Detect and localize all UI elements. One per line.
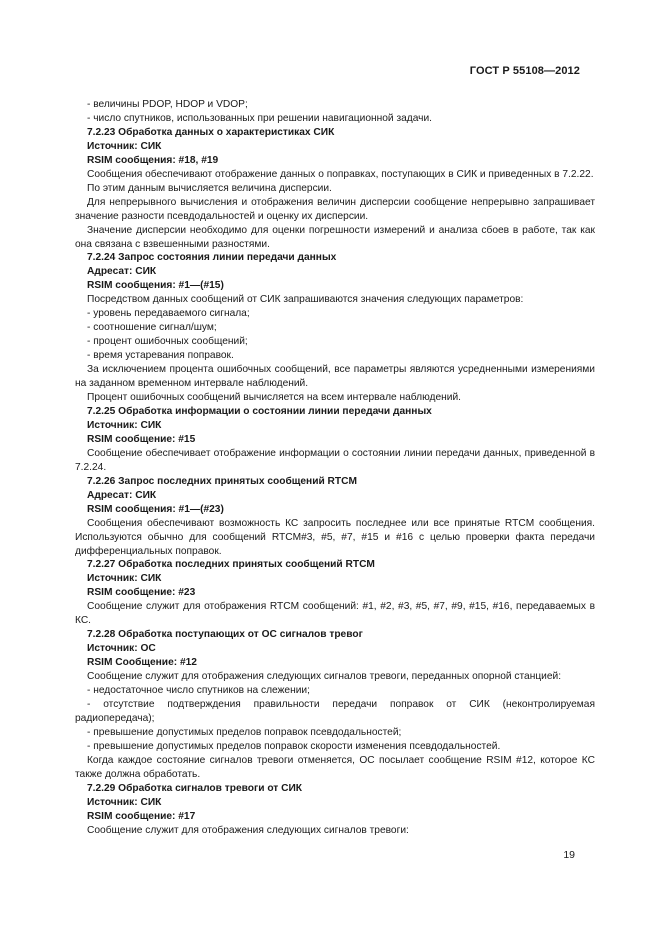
section-line: Источник: СИК [87, 796, 162, 808]
section-line: 7.2.24 Запрос состояния линии передачи данных [87, 252, 337, 264]
body-line: Сообщение служит для отображения следующих сигналов тревоги, переданных опорной станцией: [87, 671, 562, 683]
body-line: Сообщение служит для отображения RTCM сообщений: #1, #2, #3, #5, #7, #9, #15, #16, передаваемых в КС. [75, 601, 595, 627]
section-line: RSIM сообщения: #18, #19 [87, 154, 219, 166]
body-line: - недостаточное число спутников на слежении; [87, 685, 310, 697]
body-line: - время устаревания поправок. [87, 350, 234, 362]
body-line: - отсутствие подтверждения правильности передачи поправок от СИК (неконтролируемая радиопередача); [75, 698, 595, 724]
section-line: 7.2.29 Обработка сигналов тревоги от СИК [87, 782, 303, 794]
body-line: Процент ошибочных сообщений вычисляется на всем интервале наблюдений. [87, 392, 461, 404]
body-line: - уровень передаваемого сигнала; [87, 308, 250, 320]
section-line: RSIM сообщение: #23 [87, 587, 196, 599]
section-line: 7.2.25 Обработка информации о состоянии линии передачи данных [87, 405, 432, 417]
body-line: - соотношение сигнал/шум; [87, 322, 217, 334]
body-line: - число спутников, использованных при решении навигационной задачи. [87, 112, 432, 124]
document-body [75, 98, 595, 838]
body-line: - величины PDOP, HDOP и VDOP; [87, 99, 248, 110]
body-line: Сообщения обеспечивают возможность КС запросить последнее или все принятые RTCM сообщения. Используются обычно для сообщений RTCM#3, #5, #7, #15 и #16 с целью проверки факта передачи дифференциальных поправок. [75, 517, 595, 557]
section-line: Источник: СИК [87, 573, 162, 585]
section-line: Источник: ОС [87, 643, 156, 655]
body-line: Сообщение служит для отображения следующих сигналов тревоги: [87, 824, 409, 836]
body-line: Для непрерывного вычисления и отображения величин дисперсии сообщение непрерывно запрашивает значение разности псевдодальностей и оценку их дисперсии. [75, 196, 595, 222]
section-line: 7.2.23 Обработка данных о характеристиках СИК [87, 126, 335, 138]
body-line: Значение дисперсии необходимо для оценки погрешности измерений и анализа сбоев в работе, так как она связана с взвешенными разностями. [75, 224, 595, 250]
body-line: - процент ошибочных сообщений; [87, 336, 248, 348]
body-line: Когда каждое состояние сигналов тревоги отменяется, ОС посылает сообщение RSIM #12, которое КС также должна обработать. [75, 754, 595, 780]
body-line: За исключением процента ошибочных сообщений, все параметры являются усредненными измерениями на заданном временном интервале наблюдений. [75, 364, 595, 390]
section-line: RSIM сообщения: #1—(#15) [87, 280, 224, 292]
body-line: По этим данным вычисляется величина дисперсии. [87, 182, 332, 194]
section-line: RSIM сообщение: #17 [87, 810, 196, 822]
section-line: RSIM сообщения: #1—(#23) [87, 503, 224, 515]
page-number: 19 [563, 849, 575, 861]
section-line: 7.2.26 Запрос последних принятых сообщений RTCM [87, 475, 357, 487]
body-line: Сообщение обеспечивает отображение информации о состоянии линии передачи данных, приведенной в 7.2.24. [75, 447, 595, 473]
section-line: RSIM сообщение: #15 [87, 433, 196, 445]
body-line: Сообщения обеспечивают отображение данных о поправках, поступающих в СИК и приведенных в 7.2.22. [87, 168, 594, 180]
body-line: Посредством данных сообщений от СИК запрашиваются значения следующих параметров: [87, 294, 524, 306]
body-line: - превышение допустимых пределов поправок псевдодальностей; [87, 726, 402, 738]
section-line: Источник: СИК [87, 140, 162, 152]
section-line: 7.2.28 Обработка поступающих от ОС сигналов тревог [87, 629, 363, 641]
section-line: RSIM Сообщение: #12 [87, 657, 197, 669]
document-header: ГОСТ Р 55108—2012 [469, 65, 580, 77]
body-line: - превышение допустимых пределов поправок скорости изменения псевдодальностей. [87, 740, 501, 752]
section-line: Адресат: СИК [87, 489, 157, 501]
section-line: 7.2.27 Обработка последних принятых сообщений RTCM [87, 559, 375, 571]
section-line: Адресат: СИК [87, 266, 157, 278]
section-line: Источник: СИК [87, 419, 162, 431]
